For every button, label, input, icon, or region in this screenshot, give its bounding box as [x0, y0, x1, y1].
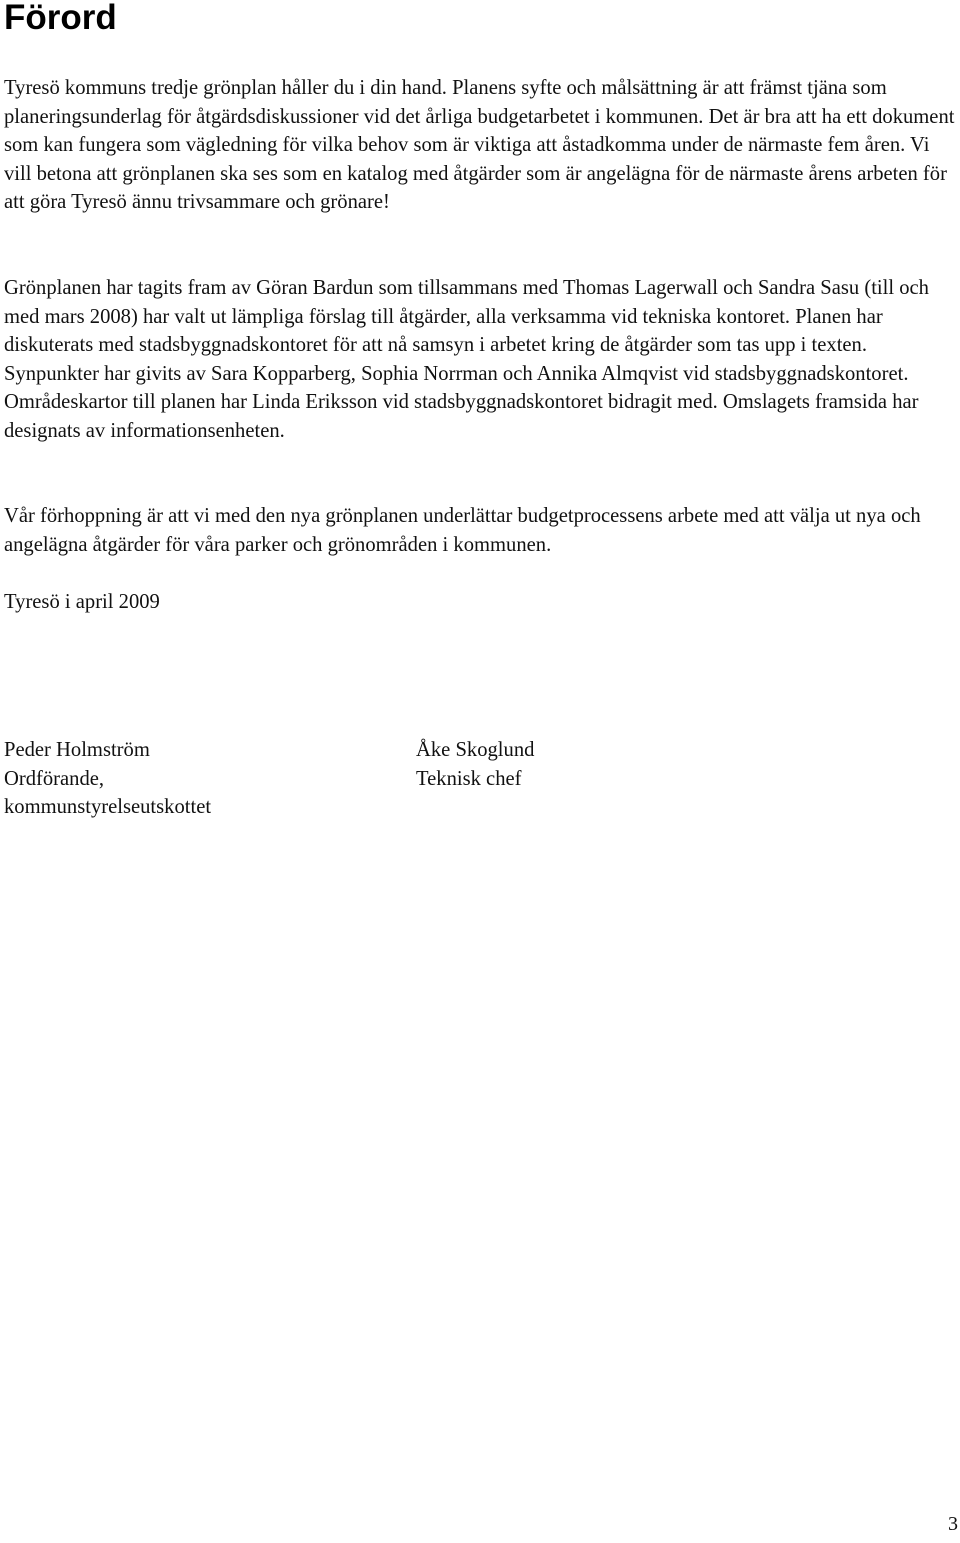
- dateline: Tyresö i april 2009: [4, 591, 160, 613]
- closing-paragraph: Vår förhoppning är att vi med den nya grönplanen underlättar budgetprocessens arbete med att välja ut nya och angelägna åtgärder för våra parker och grönområden i kommunen.: [4, 505, 921, 556]
- signatory-name: Åke Skoglund: [416, 739, 535, 761]
- signatory-name: Peder Holmström: [4, 739, 150, 761]
- page-number: 3: [948, 1513, 958, 1535]
- signatory-title: Teknisk chef: [416, 767, 522, 790]
- intro-paragraph: Tyresö kommuns tredje grönplan håller du i din hand. Planens syfte och målsättning är att främst tjäna som planeringsunderlag för åtgärdsdiskussioner vid det årliga budgetarbetet i kommunen. Det är bra att ha ett dokument som kan fungera som vägledning för vilka behov som är viktiga att åstadkomma under de närmaste fem åren. Vi vill betona att grönplanen ska ses som en katalog med åtgärder som är angelägna för de närmaste årens arbeten för att göra Tyresö ännu trivsammare och grönare!: [4, 77, 955, 214]
- signature-block-right: [416, 736, 534, 793]
- page-title: Förord: [4, 0, 117, 37]
- signatory-title: kommunstyrelseutskottet: [4, 796, 212, 819]
- signature-block-left: [4, 736, 211, 822]
- credits-paragraph: Grönplanen har tagits fram av Göran Bardun som tillsammans med Thomas Lagerwall och Sandra Sasu (till och med mars 2008) har valt ut lämpliga förslag till åtgärder, alla verksamma vid tekniska kontoret. Planen har diskuterats med stadsbyggnadskontoret för att nå samsyn i arbetet kring de åtgärder som tas upp i texten. Synpunkter har givits av Sara Kopparberg, Sophia Norrman och Annika Almqvist vid stadsbyggnadskontoret. Områdeskartor till planen har Linda Eriksson vid stadsbyggnadskontoret bidragit med. Omslagets framsida har designats av informationsenheten.: [4, 277, 929, 442]
- signatory-title: Ordförande,: [4, 767, 105, 790]
